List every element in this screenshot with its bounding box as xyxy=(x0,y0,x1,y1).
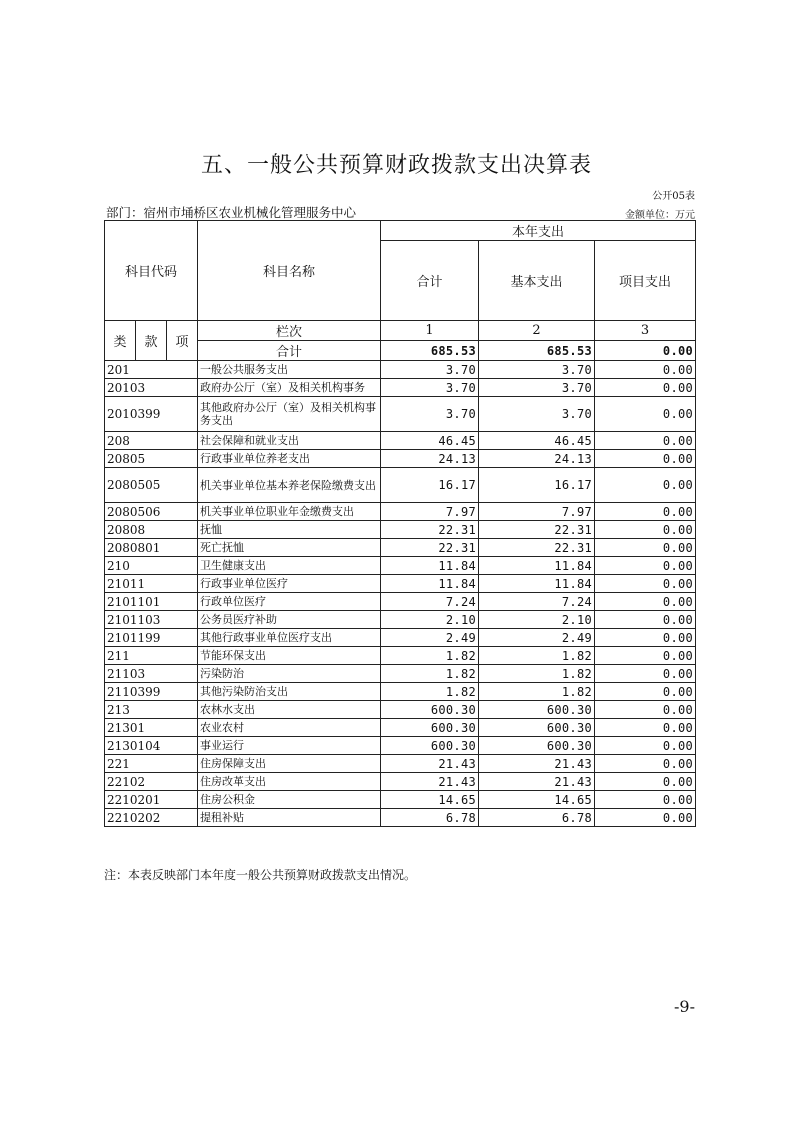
row-project: 0.00 xyxy=(595,773,696,791)
row-basic: 6.78 xyxy=(479,809,595,827)
table-row xyxy=(105,701,696,719)
row-project: 0.00 xyxy=(595,450,696,468)
row-code: 2210201 xyxy=(105,791,198,809)
row-total: 600.30 xyxy=(381,737,479,755)
row-code: 20805 xyxy=(105,450,198,468)
row-code: 210 xyxy=(105,557,198,575)
row-name: 提租补贴 xyxy=(198,809,381,827)
table-row xyxy=(105,539,696,557)
row-name: 节能环保支出 xyxy=(198,647,381,665)
row-code: 2010399 xyxy=(105,397,198,432)
row-basic: 2.10 xyxy=(479,611,595,629)
row-project: 0.00 xyxy=(595,809,696,827)
row-code: 2080801 xyxy=(105,539,198,557)
row-basic: 3.70 xyxy=(479,361,595,379)
row-total: 600.30 xyxy=(381,719,479,737)
row-name: 其他政府办公厅（室）及相关机构事务支出 xyxy=(198,397,381,432)
row-project: 0.00 xyxy=(595,575,696,593)
header-name: 科目名称 xyxy=(198,221,381,321)
header-group: 本年支出 xyxy=(381,221,696,241)
table-row xyxy=(105,683,696,701)
row-name: 政府办公厅（室）及相关机构事务 xyxy=(198,379,381,397)
total-row-project: 0.00 xyxy=(595,341,696,361)
row-basic: 3.70 xyxy=(479,379,595,397)
row-basic: 2.49 xyxy=(479,629,595,647)
header-col1: 1 xyxy=(381,321,479,341)
row-project: 0.00 xyxy=(595,701,696,719)
row-code: 22102 xyxy=(105,773,198,791)
row-project: 0.00 xyxy=(595,629,696,647)
row-project: 0.00 xyxy=(595,665,696,683)
row-code: 2210202 xyxy=(105,809,198,827)
row-code: 221 xyxy=(105,755,198,773)
row-total: 2.10 xyxy=(381,611,479,629)
row-basic: 1.82 xyxy=(479,665,595,683)
table-row xyxy=(105,647,696,665)
row-name: 其他污染防治支出 xyxy=(198,683,381,701)
row-project: 0.00 xyxy=(595,755,696,773)
row-basic: 7.24 xyxy=(479,593,595,611)
row-name: 农业农村 xyxy=(198,719,381,737)
row-code: 21301 xyxy=(105,719,198,737)
table-row xyxy=(105,755,696,773)
row-basic: 11.84 xyxy=(479,575,595,593)
row-code: 2101103 xyxy=(105,611,198,629)
row-basic: 21.43 xyxy=(479,773,595,791)
total-row-basic: 685.53 xyxy=(479,341,595,361)
row-name: 行政事业单位养老支出 xyxy=(198,450,381,468)
table-row xyxy=(105,773,696,791)
row-project: 0.00 xyxy=(595,737,696,755)
table-row xyxy=(105,521,696,539)
row-basic: 22.31 xyxy=(479,521,595,539)
row-name: 住房公积金 xyxy=(198,791,381,809)
row-total: 1.82 xyxy=(381,647,479,665)
table-row xyxy=(105,468,696,503)
row-total: 22.31 xyxy=(381,539,479,557)
header-col2: 2 xyxy=(479,321,595,341)
row-basic: 21.43 xyxy=(479,755,595,773)
total-row-label: 合计 xyxy=(198,341,381,361)
row-total: 1.82 xyxy=(381,665,479,683)
row-basic: 7.97 xyxy=(479,503,595,521)
row-project: 0.00 xyxy=(595,683,696,701)
row-total: 600.30 xyxy=(381,701,479,719)
row-code: 213 xyxy=(105,701,198,719)
header-lanci: 栏次 xyxy=(198,321,381,341)
table-row xyxy=(105,379,696,397)
row-basic: 600.30 xyxy=(479,701,595,719)
row-name: 农林水支出 xyxy=(198,701,381,719)
row-name: 行政事业单位医疗 xyxy=(198,575,381,593)
row-name: 行政单位医疗 xyxy=(198,593,381,611)
row-total: 6.78 xyxy=(381,809,479,827)
row-name: 社会保障和就业支出 xyxy=(198,432,381,450)
row-name: 其他行政事业单位医疗支出 xyxy=(198,629,381,647)
row-total: 2.49 xyxy=(381,629,479,647)
row-project: 0.00 xyxy=(595,468,696,503)
row-basic: 1.82 xyxy=(479,647,595,665)
row-name: 住房改革支出 xyxy=(198,773,381,791)
header-total: 合计 xyxy=(381,241,479,321)
page-number: -9- xyxy=(674,997,695,1016)
header-xiang: 项 xyxy=(167,321,198,361)
row-total: 1.82 xyxy=(381,683,479,701)
table-row xyxy=(105,791,696,809)
row-basic: 16.17 xyxy=(479,468,595,503)
row-name: 一般公共服务支出 xyxy=(198,361,381,379)
row-project: 0.00 xyxy=(595,791,696,809)
form-number: 公开05表 xyxy=(652,191,695,202)
row-project: 0.00 xyxy=(595,719,696,737)
budget-table xyxy=(104,220,696,827)
table-row xyxy=(105,397,696,432)
row-code: 2080505 xyxy=(105,468,198,503)
row-code: 211 xyxy=(105,647,198,665)
row-total: 7.24 xyxy=(381,593,479,611)
row-name: 事业运行 xyxy=(198,737,381,755)
page-title: 五、一般公共预算财政拨款支出决算表 xyxy=(200,153,592,178)
table-row xyxy=(105,593,696,611)
table-row xyxy=(105,557,696,575)
row-code: 21103 xyxy=(105,665,198,683)
row-project: 0.00 xyxy=(595,379,696,397)
row-project: 0.00 xyxy=(595,557,696,575)
table-note: 注：本表反映部门本年度一般公共预算财政拨款支出情况。 xyxy=(104,868,417,882)
table-row xyxy=(105,809,696,827)
row-name: 机关事业单位职业年金缴费支出 xyxy=(198,503,381,521)
row-name: 住房保障支出 xyxy=(198,755,381,773)
row-code: 20103 xyxy=(105,379,198,397)
table-row xyxy=(105,503,696,521)
row-code: 2080506 xyxy=(105,503,198,521)
row-basic: 14.65 xyxy=(479,791,595,809)
header-kuan: 款 xyxy=(136,321,167,361)
row-name: 污染防治 xyxy=(198,665,381,683)
row-name: 死亡抚恤 xyxy=(198,539,381,557)
row-total: 21.43 xyxy=(381,773,479,791)
row-total: 24.13 xyxy=(381,450,479,468)
row-total: 11.84 xyxy=(381,575,479,593)
row-project: 0.00 xyxy=(595,503,696,521)
row-project: 0.00 xyxy=(595,521,696,539)
row-name: 机关事业单位基本养老保险缴费支出 xyxy=(198,468,381,503)
row-name: 卫生健康支出 xyxy=(198,557,381,575)
header-code: 科目代码 xyxy=(105,221,198,321)
row-basic: 1.82 xyxy=(479,683,595,701)
row-total: 11.84 xyxy=(381,557,479,575)
row-basic: 600.30 xyxy=(479,737,595,755)
department-label: 部门：宿州市埇桥区农业机械化管理服务中心 xyxy=(106,205,357,220)
row-code: 2101199 xyxy=(105,629,198,647)
amount-unit: 金额单位：万元 xyxy=(625,210,695,221)
row-code: 2130104 xyxy=(105,737,198,755)
row-code: 2110399 xyxy=(105,683,198,701)
row-code: 201 xyxy=(105,361,198,379)
row-total: 3.70 xyxy=(381,397,479,432)
row-total: 3.70 xyxy=(381,361,479,379)
row-total: 21.43 xyxy=(381,755,479,773)
row-total: 14.65 xyxy=(381,791,479,809)
row-total: 3.70 xyxy=(381,379,479,397)
row-name: 抚恤 xyxy=(198,521,381,539)
row-basic: 24.13 xyxy=(479,450,595,468)
row-basic: 11.84 xyxy=(479,557,595,575)
row-project: 0.00 xyxy=(595,397,696,432)
table-row xyxy=(105,719,696,737)
row-basic: 600.30 xyxy=(479,719,595,737)
header-project: 项目支出 xyxy=(595,241,696,321)
table-row xyxy=(105,737,696,755)
row-code: 20808 xyxy=(105,521,198,539)
table-row xyxy=(105,432,696,450)
row-total: 22.31 xyxy=(381,521,479,539)
row-total: 7.97 xyxy=(381,503,479,521)
header-col3: 3 xyxy=(595,321,696,341)
row-code: 208 xyxy=(105,432,198,450)
table-row xyxy=(105,450,696,468)
row-project: 0.00 xyxy=(595,593,696,611)
table-row xyxy=(105,611,696,629)
row-basic: 3.70 xyxy=(479,397,595,432)
row-project: 0.00 xyxy=(595,647,696,665)
row-code: 2101101 xyxy=(105,593,198,611)
row-total: 16.17 xyxy=(381,468,479,503)
row-basic: 22.31 xyxy=(479,539,595,557)
table-row xyxy=(105,361,696,379)
row-name: 公务员医疗补助 xyxy=(198,611,381,629)
row-project: 0.00 xyxy=(595,539,696,557)
total-row-total: 685.53 xyxy=(381,341,479,361)
row-basic: 46.45 xyxy=(479,432,595,450)
table-row xyxy=(105,575,696,593)
header-basic: 基本支出 xyxy=(479,241,595,321)
table-row xyxy=(105,665,696,683)
row-project: 0.00 xyxy=(595,611,696,629)
row-code: 21011 xyxy=(105,575,198,593)
row-project: 0.00 xyxy=(595,432,696,450)
table-row xyxy=(105,629,696,647)
row-total: 46.45 xyxy=(381,432,479,450)
header-lei: 类 xyxy=(105,321,136,361)
row-project: 0.00 xyxy=(595,361,696,379)
